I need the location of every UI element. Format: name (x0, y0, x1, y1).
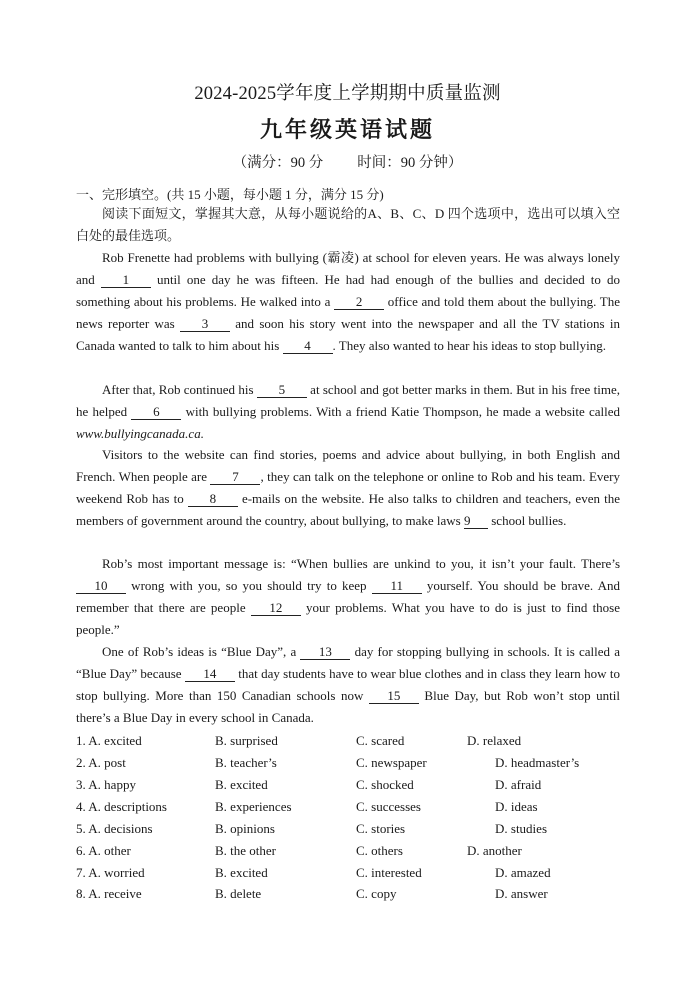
option-b: B. the other (215, 843, 277, 858)
option-b: B. surprised (215, 733, 278, 748)
option-row-6 (76, 843, 636, 863)
option-a: 4. A. descriptions (76, 799, 167, 814)
passage-paragraph-5: One of Rob’s ideas is “Blue Day”, a 13 day for stopping bullying in schools. It is called a “Blue Day” because 14 that day students have to wear blue clothes and in class they learn how to stop bullying. More than 150 Canadian schools now 15 Blue Day, but Rob won’t stop until there’s a Blue Day in every school in Canada. (76, 644, 621, 725)
option-c: C. copy (356, 886, 397, 901)
option-row-8 (76, 886, 636, 906)
option-row-7 (76, 865, 636, 885)
option-row-2 (76, 755, 636, 775)
blank-6: 6 (131, 405, 181, 420)
blank-1: 1 (101, 273, 151, 288)
time-info: 时间：90 分钟） (357, 155, 463, 171)
option-row-4 (76, 799, 636, 819)
option-a: 6. A. other (76, 843, 131, 858)
option-d: D. ideas (495, 799, 538, 814)
blank-11: 11 (372, 579, 422, 594)
option-c: C. newspaper (356, 755, 427, 770)
blank-13: 13 (300, 645, 350, 660)
blank-2: 2 (334, 295, 384, 310)
option-b: B. excited (215, 777, 268, 792)
option-c: C. others (356, 843, 403, 858)
option-d: D. studies (495, 821, 547, 836)
option-c: C. interested (356, 865, 422, 880)
option-c: C. stories (356, 821, 406, 836)
blank-3: 3 (180, 317, 230, 332)
option-b: B. experiences (215, 799, 292, 814)
option-b: B. delete (215, 886, 262, 901)
exam-title: 2024-2025学年度上学期期中质量监测 (194, 84, 501, 104)
passage-paragraph-4: Rob’s most important message is: “When bullies are unkind to you, it isn’t your fault. There’s 10 wrong with you, so you should try to keep 11 yourself. You should be brave. And remember that there are people 12 your problems. What you have to do is just to find those people.” (76, 556, 621, 637)
option-a: 1. A. excited (76, 733, 142, 748)
passage-paragraph-2: After that, Rob continued his 5 at school and got better marks in them. But in his free time, he helped 6 with bullying problems. With a friend Katie Thompson, he made a website called www.bullyingcanada.ca. (76, 382, 621, 441)
option-d: D. headmaster’s (495, 755, 580, 770)
exam-info (0, 151, 695, 172)
option-row-5 (76, 821, 636, 841)
blank-7: 7 (210, 470, 260, 485)
option-d: D. answer (495, 886, 548, 901)
option-a: 3. A. happy (76, 777, 136, 792)
option-a: 2. A. post (76, 755, 126, 770)
option-a: 7. A. worried (76, 865, 145, 880)
option-d: D. relaxed (467, 733, 522, 748)
blank-9: 9 (464, 514, 488, 529)
option-b: B. teacher’s (215, 755, 277, 770)
option-c: C. successes (356, 799, 421, 814)
option-d: D. another (467, 843, 522, 858)
blank-14: 14 (185, 667, 235, 682)
section-heading: 一、完形填空。(共 15 小题，每小题 1 分，满分 15 分) (76, 187, 384, 202)
option-b: B. excited (215, 865, 268, 880)
option-c: C. scared (356, 733, 405, 748)
option-d: D. amazed (495, 865, 551, 880)
option-a: 5. A. decisions (76, 821, 153, 836)
option-a: 8. A. receive (76, 886, 142, 901)
option-row-1 (76, 733, 636, 753)
option-d: D. afraid (495, 777, 542, 792)
blank-15: 15 (369, 689, 419, 704)
blank-4: 4 (283, 339, 333, 354)
blank-12: 12 (251, 601, 301, 616)
blank-10: 10 (76, 579, 126, 594)
option-c: C. shocked (356, 777, 414, 792)
blank-8: 8 (188, 492, 238, 507)
website-url: www.bullyingcanada.ca. (76, 425, 204, 441)
option-row-3 (76, 777, 636, 797)
section-instruction: 阅读下面短文，掌握其大意，从每小题说给的A、B、C、D 四个选项中，选出可以填入空白处的最佳选项。 (76, 206, 620, 243)
exam-subtitle: 九年级英语试题 (259, 117, 435, 142)
option-b: B. opinions (215, 821, 275, 836)
score-info: （满分：90 分 (232, 155, 324, 171)
blank-5: 5 (257, 383, 307, 398)
passage-paragraph-1: Rob Frenette had problems with bullying (霸凌) at school for eleven years. He was always lonely and 1 until one day he was fifteen. He had had enough of the bullies and decided to do something about his problems. He walked into a 2 office and told them about the bullying. The news reporter was 3 and soon his story went into the newspaper and all the TV stations in Canada wanted to talk to him about his 4 . They also wanted to hear his ideas to stop bullying. (76, 250, 620, 353)
passage-paragraph-3: Visitors to the website can find stories, poems and advice about bullying, in both English and French. When people are 7 , they can talk on the telephone or online to Rob and his team. Every weekend Rob has to 8 e-mails on the website. He also talks to children and teachers, even the members of government around the country, about bullying, to make laws 9 school bullies. (76, 447, 620, 528)
